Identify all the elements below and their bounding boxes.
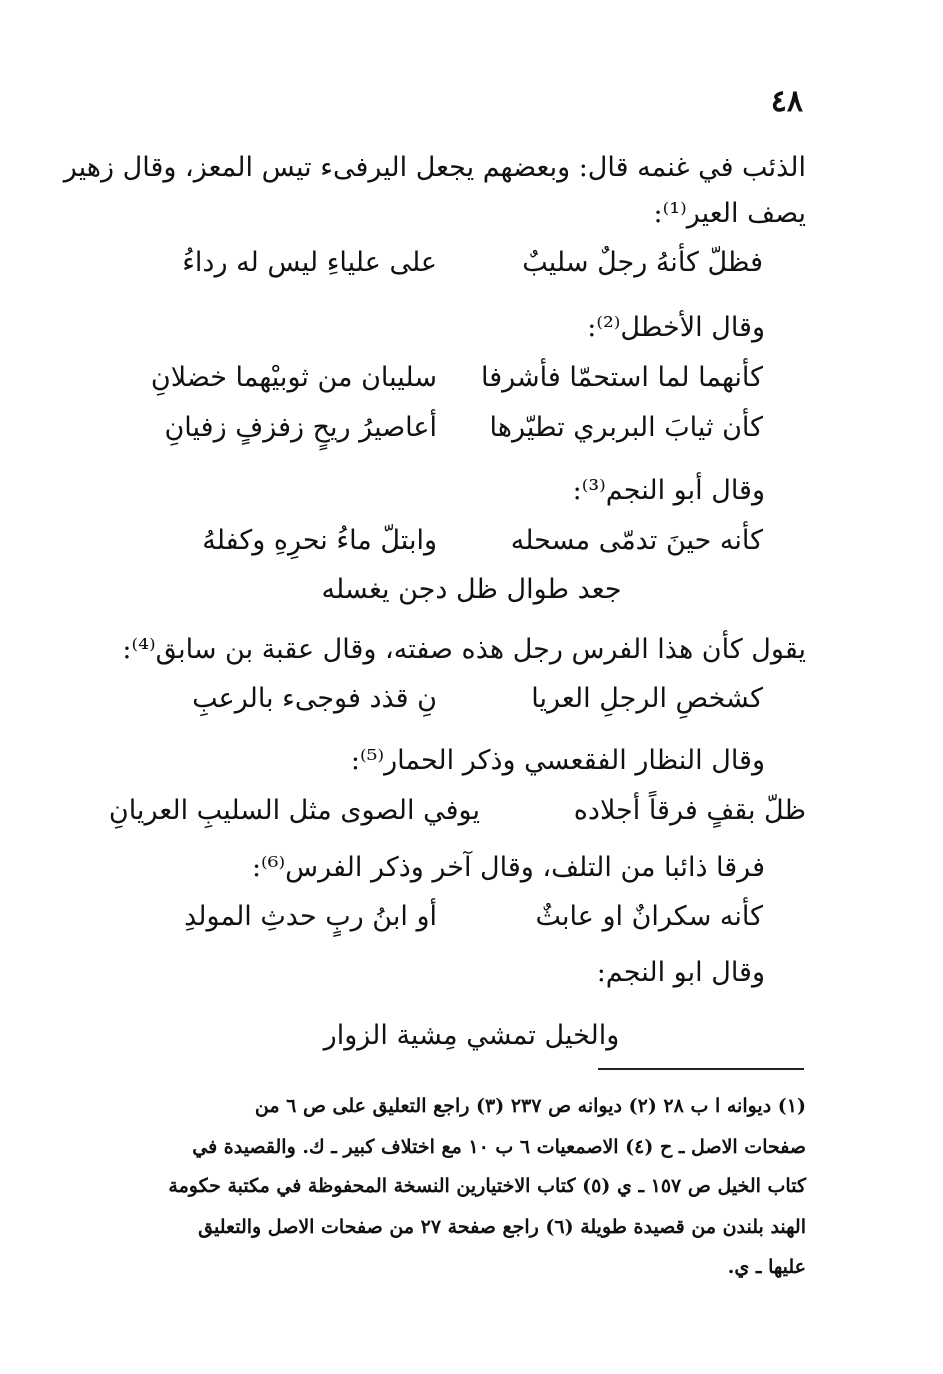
intro-nazzar: وقال النظار الفقعسي وذكر الحمار⁽⁵⁾:	[350, 745, 765, 776]
footnote-line-5: عليها ـ ي.	[727, 1256, 806, 1278]
centered-verse-2: والخيل تمشي مِشية الزوار	[323, 1020, 620, 1051]
verse-6-first-hemistich: ظلّ بقفٍ فرقاً أجلاده	[573, 795, 806, 826]
verse-7-first-hemistich: كأنه سكرانٌ او عابثٌ	[535, 901, 763, 932]
verse-1	[137, 243, 763, 283]
intro-abu-najm-1: وقال أبو النجم⁽³⁾:	[572, 475, 765, 506]
verse-4-first-hemistich: كأنه حينَ تدمّى مسحله	[510, 525, 763, 556]
page-number: ٤٨	[770, 84, 803, 119]
prose-line-3: يقول كأن هذا الفرس رجل هذه صفته، وقال عقبة بن سابق⁽⁴⁾:	[122, 634, 806, 665]
verse-5-second-hemistich: نِ قذد فوجىء بالرعبِ	[192, 683, 437, 714]
intro-akhtal: وقال الأخطل⁽²⁾:	[587, 312, 765, 343]
footnote-line-3: كتاب الخيل ص ١٥٧ ـ ي (٥) كتاب الاختيارين النسخة المحفوظة في مكتبة حكومة	[168, 1175, 806, 1197]
centered-verse-1: جعد طوال ظل دجن يغسله	[321, 574, 622, 605]
verse-2-second-hemistich: سليبان من ثوبيْهما خضلانِ	[150, 362, 437, 393]
footnote-line-1: (١) ديوانه ا ب ٢٨ (٢) ديوانه ص ٢٣٧ (٣) راجع التعليق على ص ٦ من	[254, 1095, 806, 1117]
verse-1-first-hemistich: فظلّ كأنهُ رجلٌ سليبٌ	[522, 247, 763, 278]
verse-4	[137, 521, 763, 561]
verse-5-first-hemistich: كشخصِ الرجلِ العريا	[531, 683, 763, 714]
prose-line-2: يصف العير⁽¹⁾:	[653, 198, 806, 229]
footnote-line-2: صفحات الاصل ـ ح (٤) الاصمعيات ٦ ب ١٠ مع اختلاف كبير ـ ك. والقصيدة في	[192, 1136, 806, 1158]
verse-3-first-hemistich: كأن ثيابَ البربري تطيّرها	[489, 412, 763, 443]
intro-akhar: فرقا ذائبا من التلف، وقال آخر وذكر الفرس⁽⁶⁾:	[251, 852, 765, 883]
verse-6	[108, 791, 806, 831]
verse-4-second-hemistich: وابتلّ ماءُ نحرِهِ وكفلهُ	[202, 525, 437, 556]
verse-2	[137, 358, 763, 398]
verse-3-second-hemistich: أعاصيرُ ريحٍ زفزفٍ زفيانِ	[164, 412, 437, 443]
verse-1-second-hemistich: على علياءِ ليس له رداءُ	[182, 247, 437, 278]
verse-6-second-hemistich: يوفي الصوى مثل السليبِ العريانِ	[108, 795, 480, 826]
verse-7-second-hemistich: أو ابنُ ربٍ حدثِ المولدِ	[184, 901, 437, 932]
intro-abu-najm-2: وقال ابو النجم:	[596, 957, 765, 988]
verse-7	[137, 897, 763, 937]
verse-3	[137, 408, 763, 448]
prose-line-1: الذئب في غنمه قال: وبعضهم يجعل اليرفىء تيس المعز، وقال زهير	[63, 152, 806, 183]
footnote-line-4: الهند بلندن من قصيدة طويلة (٦) راجع صفحة ٢٧ من صفحات الاصل والتعليق	[198, 1216, 806, 1238]
verse-2-first-hemistich: كأنهما لما استحمّا فأشرفا	[480, 362, 763, 393]
footnote-divider	[598, 1068, 804, 1070]
verse-5	[137, 679, 763, 719]
